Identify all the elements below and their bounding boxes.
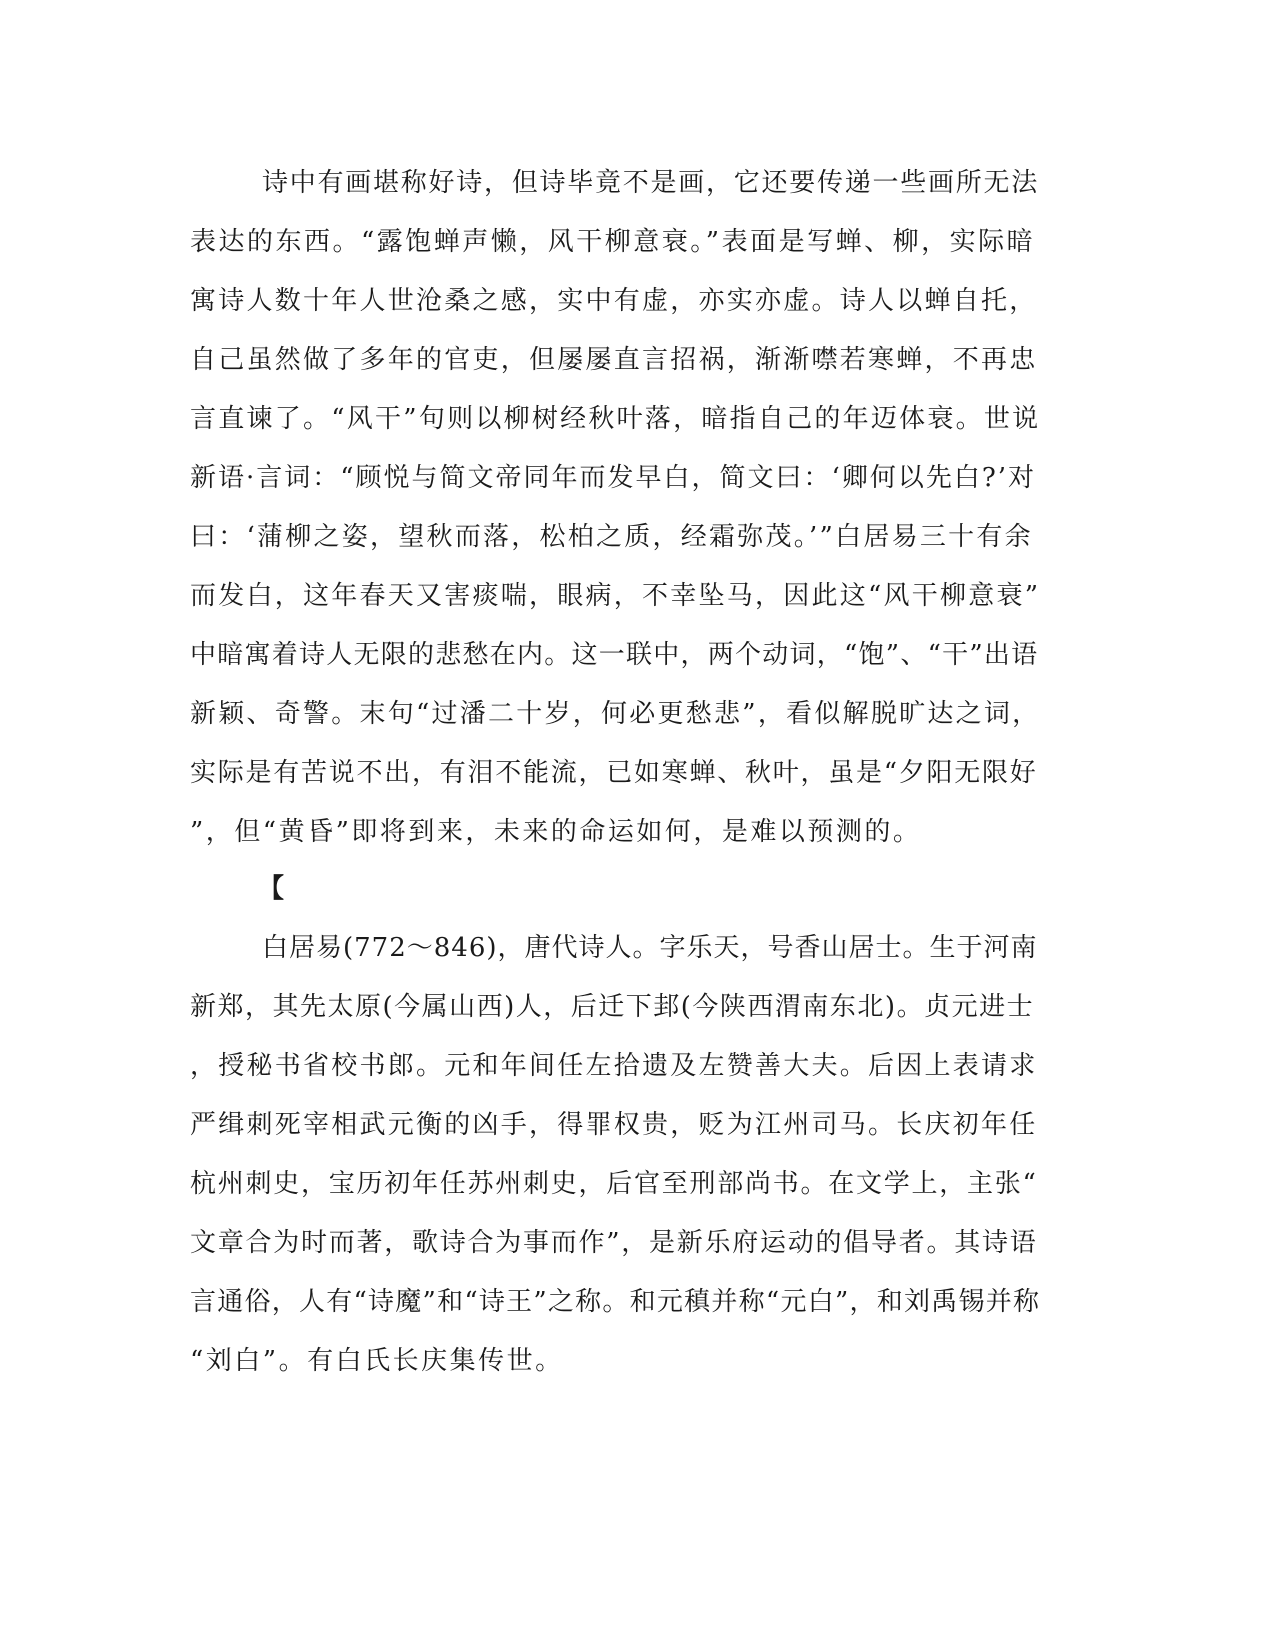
text-line: ，授秘书省校书郎。元和年间任左拾遗及左赞善大夫。后因上表请求: [190, 1051, 1038, 1081]
text-line: 曰：‘蒲柳之姿，望秋而落，松柏之质，经霜弥茂。’”白居易三十有余: [190, 522, 1033, 552]
text-line: 而发白，这年春天又害痰喘，眼病，不幸坠马，因此这“风干柳意衰”: [190, 581, 1041, 611]
text-line: 文章合为时而著，歌诗合为事而作”，是新乐府运动的倡导者。其诗语: [190, 1228, 1038, 1258]
text-line: 新颖、奇警。末句“过潘二十岁，何必更愁悲”，看似解脱旷达之词，: [190, 699, 1041, 729]
text-line: “刘白”。有白氏长庆集传世。: [190, 1346, 564, 1376]
text-line: 新郑，其先太原(今属山西)人，后迁下邽(今陕西渭南东北)。贞元进士: [190, 992, 1035, 1022]
text-line: 中暗寓着诗人无限的悲愁在内。这一联中，两个动词，“饱”、“干”出语: [190, 640, 1039, 670]
text-line: 新语·言词：“顾悦与简文帝同年而发早白，简文曰：‘卿何以先白?’对: [190, 463, 1037, 493]
text-line: 严缉刺死宰相武元衡的凶手，得罪权贵，贬为江州司马。长庆初年任: [190, 1110, 1038, 1140]
text-line: 寓诗人数十年人世沧桑之感，实中有虚，亦实亦虚。诗人以蝉自托，: [190, 286, 1038, 316]
text-line: 自己虽然做了多年的官吏，但屡屡直言招祸，渐渐噤若寒蝉，不再忠: [190, 345, 1038, 375]
text-line: 言通俗，人有“诗魔”和“诗王”之称。和元稹并称“元白”，和刘禹锡并称: [190, 1287, 1041, 1317]
text-line: 表达的东西。“露饱蝉声懒，风干柳意衰。”表面是写蝉、柳，实际暗: [190, 227, 1036, 257]
text-line: 杭州刺史，宝历初年任苏州刺史，后官至刑部尚书。在文学上，主张“: [190, 1169, 1038, 1199]
text-line: ”，但“黄昏”即将到来，未来的命运如何，是难以预测的。: [190, 817, 922, 847]
bracket-mark: 【: [258, 874, 287, 904]
text-line: 诗中有画堪称好诗，但诗毕竟不是画，它还要传递一些画所无法: [262, 168, 1040, 198]
text-line: 言直谏了。“风干”句则以柳树经秋叶落，暗指自己的年迈体衰。世说: [190, 404, 1041, 434]
text-line: 白居易(772～846)，唐代诗人。字乐天，号香山居士。生于河南: [262, 933, 1038, 963]
text-line: 实际是有苦说不出，有泪不能流，已如寒蝉、秋叶，虽是“夕阳无限好: [190, 758, 1038, 788]
